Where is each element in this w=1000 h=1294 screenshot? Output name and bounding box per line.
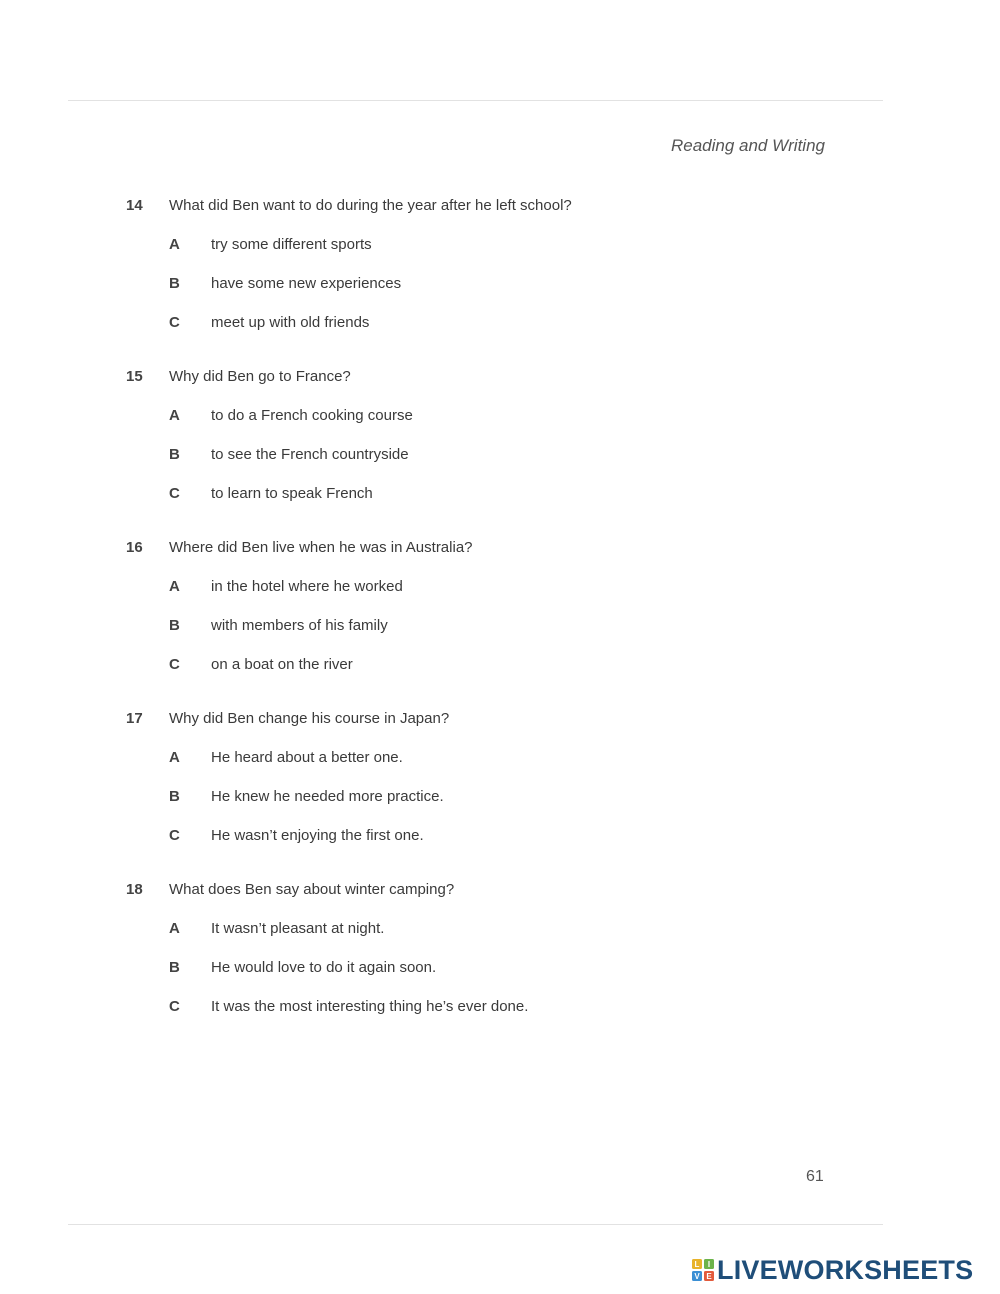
svg-text:E: E (706, 1272, 712, 1281)
section-title: Reading and Writing (670, 136, 825, 155)
svg-text:I: I (707, 1260, 711, 1269)
bottom-divider (68, 1224, 883, 1225)
option-letter: A (169, 578, 180, 595)
question-text: Where did Ben live when he was in Australia? (169, 539, 473, 556)
option-letter: C (169, 485, 180, 502)
option-letter: B (169, 617, 180, 634)
option-text: to do a French cooking course (211, 407, 413, 424)
option-text: on a boat on the river (211, 656, 353, 673)
option-text: have some new experiences (211, 275, 402, 292)
question-number: 15 (126, 368, 143, 385)
option-letter: A (169, 920, 180, 937)
option-text: He heard about a better one. (211, 749, 403, 766)
question-text: What did Ben want to do during the year after he left school? (169, 197, 572, 214)
question-number: 18 (126, 881, 143, 898)
option-16-b[interactable] (0, 617, 1000, 637)
page-number: 61 (806, 1168, 824, 1185)
option-14-a[interactable] (0, 236, 1000, 256)
option-15-b[interactable] (0, 446, 1000, 466)
option-text: He knew he needed more practice. (211, 788, 444, 805)
option-text: with members of his family (211, 617, 388, 634)
option-18-a[interactable] (0, 920, 1000, 940)
question-text: Why did Ben change his course in Japan? (169, 710, 450, 727)
option-16-a[interactable] (0, 578, 1000, 598)
option-14-c[interactable] (0, 314, 1000, 334)
option-text: meet up with old friends (211, 314, 370, 331)
option-letter: C (169, 827, 180, 844)
option-text: He would love to do it again soon. (211, 959, 437, 976)
option-letter: A (169, 236, 180, 253)
option-letter: A (169, 749, 180, 766)
option-letter: C (169, 998, 180, 1015)
top-divider (68, 100, 883, 101)
option-17-b[interactable] (0, 788, 1000, 808)
option-15-c[interactable] (0, 485, 1000, 505)
question-number: 16 (126, 539, 143, 556)
option-text: It was the most interesting thing he’s ever done. (211, 998, 529, 1015)
option-letter: B (169, 275, 180, 292)
option-letter: B (169, 446, 180, 463)
option-18-b[interactable] (0, 959, 1000, 979)
option-text: to see the French countryside (211, 446, 409, 463)
option-letter: C (169, 314, 180, 331)
option-text: try some different sports (211, 236, 372, 253)
option-15-a[interactable] (0, 407, 1000, 427)
option-16-c[interactable] (0, 656, 1000, 676)
question-number: 14 (126, 197, 143, 214)
option-14-b[interactable] (0, 275, 1000, 295)
question-number: 17 (126, 710, 143, 727)
svg-text:V: V (694, 1272, 700, 1281)
option-letter: B (169, 788, 180, 805)
liveworksheets-brand[interactable] (692, 1254, 973, 1286)
option-text: He wasn’t enjoying the first one. (211, 827, 424, 844)
option-letter: B (169, 959, 180, 976)
option-letter: A (169, 407, 180, 424)
svg-text:L: L (694, 1260, 700, 1269)
liveworksheets-logo-icon (692, 1259, 714, 1281)
brand-name: LIVEWORKSHEETS (717, 1254, 974, 1285)
option-17-a[interactable] (0, 749, 1000, 769)
option-text: It wasn’t pleasant at night. (211, 920, 385, 937)
question-text: Why did Ben go to France? (169, 368, 351, 385)
question-text: What does Ben say about winter camping? (169, 881, 455, 898)
option-letter: C (169, 656, 180, 673)
option-text: to learn to speak French (211, 485, 373, 502)
option-18-c[interactable] (0, 998, 1000, 1018)
option-text: in the hotel where he worked (211, 578, 403, 595)
option-17-c[interactable] (0, 827, 1000, 847)
